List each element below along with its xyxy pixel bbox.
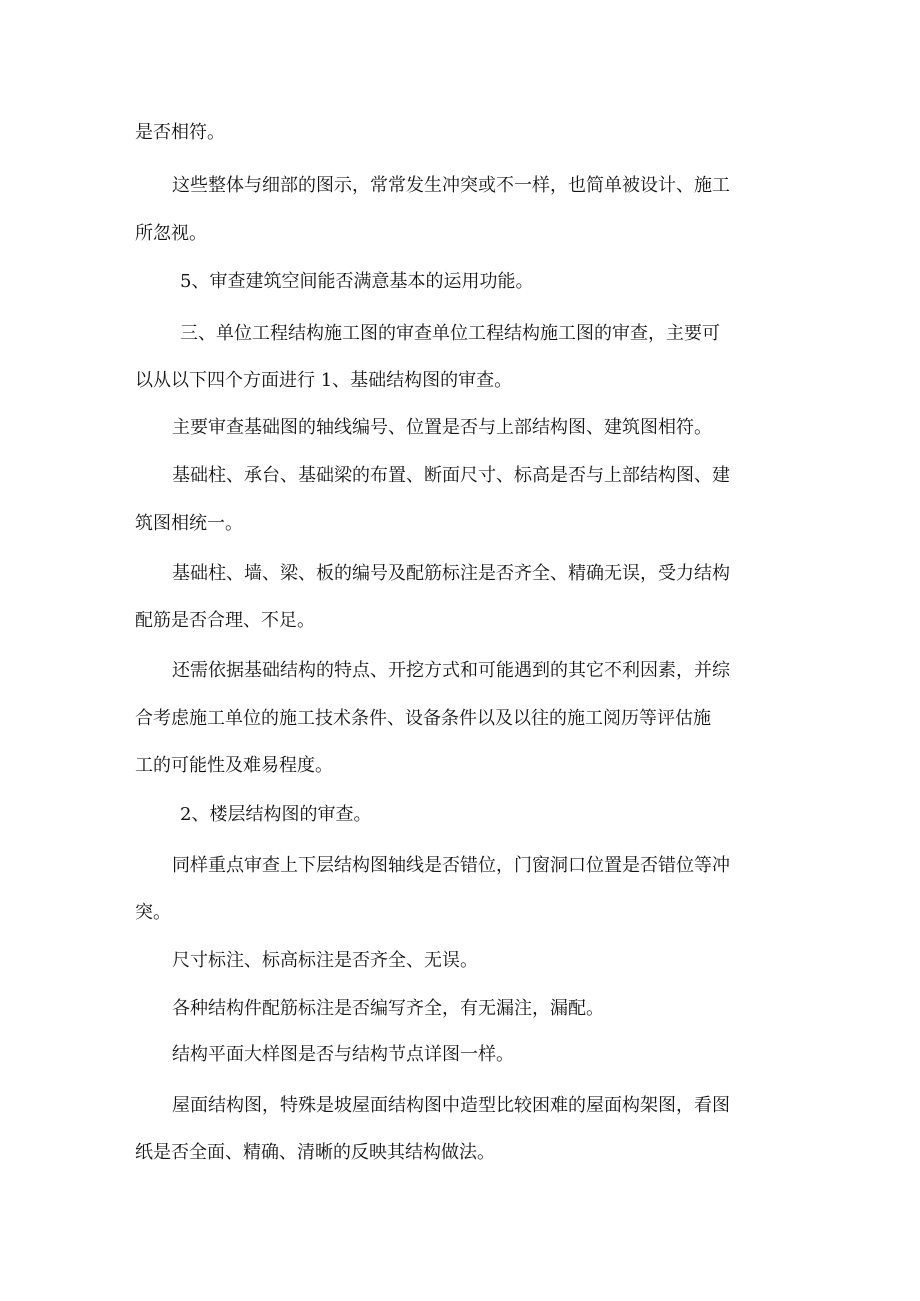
text-line: 屋面结构图，特殊是坡屋面结构图中造型比较困难的屋面构架图，看图 (172, 1095, 730, 1116)
text-line: 同样重点审查上下层结构图轴线是否错位，门窗洞口位置是否错位等冲 (172, 855, 730, 876)
text-line: 突。 (135, 902, 171, 923)
text-line: 基础柱、墙、梁、板的编号及配筋标注是否齐全、精确无误，受力结构 (172, 563, 730, 584)
text-line: 以从以下四个方面进行 1、基础结构图的审查。 (135, 370, 513, 391)
text-line: 还需依据基础结构的特点、开挖方式和可能遇到的其它不利因素，并综 (172, 660, 730, 681)
text-line: 尺寸标注、标高标注是否齐全、无误。 (172, 950, 478, 971)
text-line: 主要审查基础图的轴线编号、位置是否与上部结构图、建筑图相符。 (172, 417, 712, 438)
text-line: 2、楼层结构图的审查。 (180, 804, 372, 825)
text-line: 纸是否全面、精确、清晰的反映其结构做法。 (135, 1142, 495, 1163)
text-line: 工的可能性及难易程度。 (135, 755, 333, 776)
text-line: 三、单位工程结构施工图的审查单位工程结构施工图的审查，主要可 (180, 323, 720, 344)
text-line: 是否相符。 (135, 122, 225, 143)
text-line: 结构平面大样图是否与结构节点详图一样。 (172, 1044, 514, 1065)
text-line: 这些整体与细部的图示，常常发生冲突或不一样，也简单被设计、施工 (172, 175, 730, 196)
text-line: 配筋是否合理、不足。 (135, 610, 315, 631)
text-line: 基础柱、承台、基础梁的布置、断面尺寸、标高是否与上部结构图、建 (172, 465, 730, 486)
text-line: 筑图相统一。 (135, 513, 243, 534)
text-line: 各种结构件配筋标注是否编写齐全，有无漏注，漏配。 (172, 998, 604, 1019)
text-line: 所忽视。 (135, 223, 207, 244)
text-line: 合考虑施工单位的施工技术条件、设备条件以及以往的施工阅历等评估施 (135, 708, 711, 729)
text-line: 5、审查建筑空间能否满意基本的运用功能。 (180, 271, 534, 292)
